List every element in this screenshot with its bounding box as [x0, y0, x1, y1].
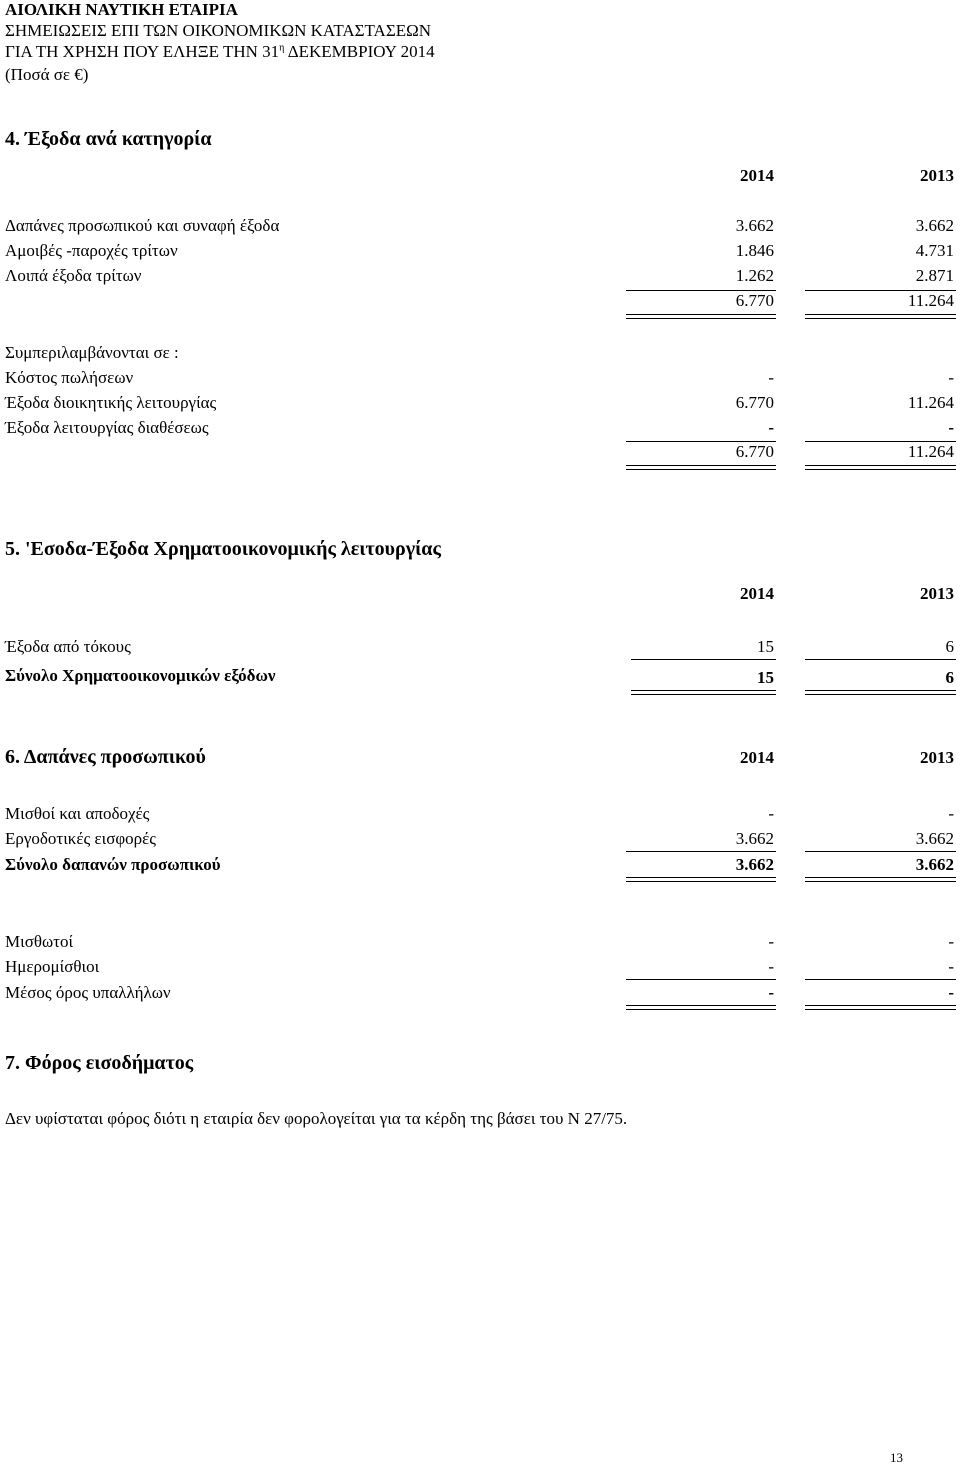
table-row-value-2013: 6: [945, 637, 954, 656]
section5-total-2013: 6: [945, 668, 954, 687]
total-double-rule: [626, 465, 776, 470]
staff-total-label: Μέσος όρος υπαλλήλων: [5, 983, 171, 1002]
table-row-value-2014: -: [768, 418, 774, 437]
table-row-label: Έξοδα λειτουργίας διαθέσεως: [5, 418, 209, 437]
section4-year-2014: 2014: [740, 166, 774, 185]
table-row-value-2013: 2.871: [915, 266, 954, 285]
table-row-label: Δαπάνες προσωπικού και συναφή έξοδα: [5, 216, 280, 235]
section4-title: 4. Έξοδα ανά κατηγορία: [5, 128, 212, 150]
table-row-value-2014: -: [768, 368, 774, 387]
total-double-rule: [626, 877, 776, 882]
table-row-label: Ημερομίσθιοι: [5, 957, 100, 976]
document-subtitle: ΣΗΜΕΙΩΣΕΙΣ ΕΠΙ ΤΩΝ ΟΙΚΟΝΟΜΙΚΩΝ ΚΑΤΑΣΤΑΣΕΩΝ: [5, 21, 432, 40]
section7-title: 7. Φόρος εισοδήματος: [5, 1052, 194, 1074]
section6-year-2014: 2014: [740, 748, 774, 767]
table-row-label: Έξοδα από τόκους: [5, 637, 131, 656]
table-row-value-2014: 1.262: [735, 266, 774, 285]
section5-total-label: Σύνολο Χρηματοοικονομικών εξόδων: [5, 666, 276, 685]
table-row-value-2013: -: [948, 368, 954, 387]
table-row-value-2013: 11.264: [907, 393, 954, 412]
table-row-value-2013: -: [948, 804, 954, 823]
table-row-label: Αμοιβές -παροχές τρίτων: [5, 241, 178, 260]
subtotal-rule: [805, 979, 956, 980]
table-row-value-2014: 15: [757, 637, 774, 656]
total-double-rule: [805, 314, 956, 319]
section5-year-2014: 2014: [740, 584, 774, 603]
subtotal-rule: [805, 851, 956, 852]
table-row-value-2013: 3.662: [915, 216, 954, 235]
section6-total-2013: 3.662: [915, 855, 954, 874]
subtotal-rule: [805, 659, 956, 660]
period-line: [5, 42, 435, 62]
page-number: 13: [890, 1450, 903, 1465]
included-total-2013: 11.264: [907, 442, 954, 461]
table-row-label: Μισθοί και αποδοχές: [5, 804, 150, 823]
table-row-value-2014: 6.770: [735, 393, 774, 412]
section7-text: Δεν υφίσταται φόρος διότι η εταιρία δεν φορολογείται για τα κέρδη της βάσει του Ν 27/75.: [5, 1109, 628, 1128]
section5-year-2013: 2013: [920, 584, 954, 603]
table-row-label: Κόστος πωλήσεων: [5, 368, 134, 387]
total-double-rule: [805, 465, 956, 470]
table-row-value-2014: -: [768, 957, 774, 976]
section4-total-2014: 6.770: [735, 291, 774, 310]
subtotal-rule: [626, 851, 776, 852]
total-double-rule: [805, 877, 956, 882]
staff-total-2014: -: [768, 983, 774, 1002]
period-post: ΔΕΚΕΜΒΡΙΟΥ 2014: [284, 42, 435, 61]
table-row-label: Εργοδοτικές εισφορές: [5, 829, 157, 848]
table-row-value-2014: -: [768, 804, 774, 823]
currency-note: (Ποσά σε €): [5, 65, 89, 84]
period-sup: η: [279, 42, 285, 54]
included-total-2014: 6.770: [735, 442, 774, 461]
table-row-value-2014: 3.662: [735, 829, 774, 848]
section6-total-label: Σύνολο δαπανών προσωπικού: [5, 855, 221, 874]
company-name: ΑΙΟΛΙΚΗ ΝΑΥΤΙΚΗ ΕΤΑΙΡΙΑ: [5, 0, 238, 19]
section5-title: 5. 'Εσοδα-Έξοδα Χρηματοοικονομικής λειτουργίας: [5, 538, 441, 560]
total-double-rule: [631, 690, 776, 695]
table-row-value-2013: -: [948, 932, 954, 951]
section5-total-2014: 15: [757, 668, 774, 687]
section6-title: 6. Δαπάνες προσωπικού: [5, 746, 206, 768]
table-row-value-2013: 4.731: [915, 241, 954, 260]
total-double-rule: [626, 314, 776, 319]
included-label: Συμπεριλαμβάνονται σε :: [5, 343, 179, 362]
section4-total-2013: 11.264: [907, 291, 954, 310]
staff-total-2013: -: [948, 983, 954, 1002]
table-row-value-2013: -: [948, 957, 954, 976]
total-double-rule: [805, 1005, 956, 1010]
table-row-value-2013: 3.662: [915, 829, 954, 848]
table-row-value-2013: -: [948, 418, 954, 437]
total-double-rule: [626, 1005, 776, 1010]
subtotal-rule: [631, 659, 776, 660]
table-row-value-2014: 3.662: [735, 216, 774, 235]
period-pre: ΓΙΑ ΤΗ ΧΡΗΣΗ ΠΟΥ ΕΛΗΞΕ ΤΗΝ 31: [5, 42, 280, 61]
table-row-value-2014: 1.846: [735, 241, 774, 260]
section4-year-2013: 2013: [920, 166, 954, 185]
table-row-label: Μισθωτοί: [5, 932, 74, 951]
total-double-rule: [805, 690, 956, 695]
subtotal-rule: [626, 979, 776, 980]
section6-total-2014: 3.662: [735, 855, 774, 874]
table-row-label: Έξοδα διοικητικής λειτουργίας: [5, 393, 217, 412]
table-row-label: Λοιπά έξοδα τρίτων: [5, 266, 142, 285]
section6-year-2013: 2013: [920, 748, 954, 767]
table-row-value-2014: -: [768, 932, 774, 951]
